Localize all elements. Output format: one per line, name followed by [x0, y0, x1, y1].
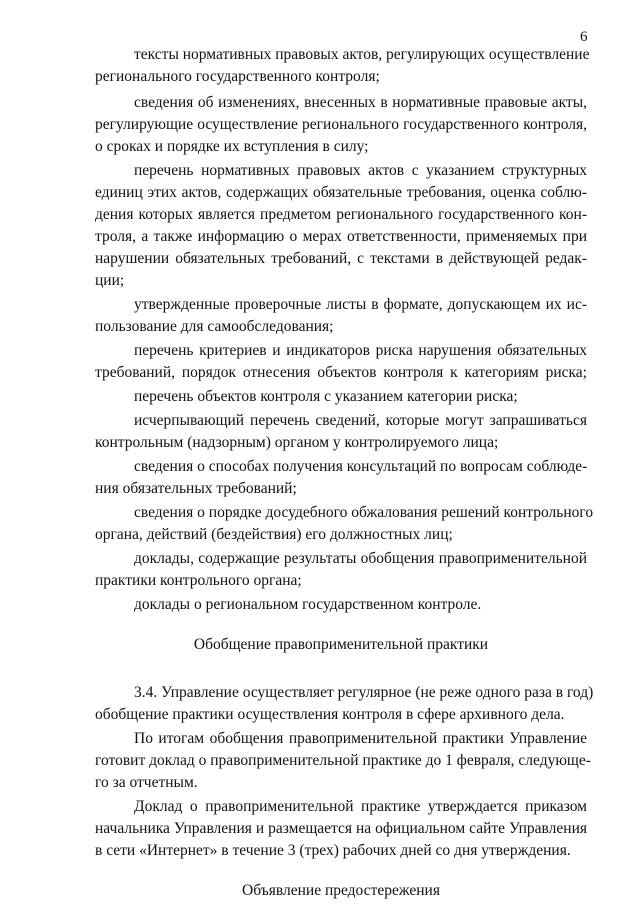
text-line: начальника Управления и размещается на официальном сайте Управления: [95, 820, 587, 837]
text-line: сведения о способах получения консультаций по вопросам соблюде-: [134, 458, 588, 475]
text-line: утвержденные проверочные листы в формате, допускающем их ис-: [134, 296, 587, 313]
text-line: По итогам обобщения правоприменительной практики Управление: [134, 730, 587, 747]
text-line: тексты нормативных правовых актов, регулирующих осуществление: [134, 46, 590, 63]
text-line: о сроках и порядке их вступления в силу;: [95, 138, 369, 155]
text-line: обобщение практики осуществления контроля в сфере архивного дела.: [95, 706, 565, 723]
text-line: доклады, содержащие результаты обобщения правоприменительной: [134, 550, 587, 567]
text-line: контрольным (надзорным) органом у контролируемого лица;: [95, 434, 499, 451]
text-line: перечень объектов контроля с указанием категории риска;: [134, 388, 518, 405]
page-number: 6: [580, 29, 588, 45]
text-line: сведения о порядке досудебного обжалования решений контрольного: [134, 504, 594, 521]
text-line: регулирующие осуществление регионального государственного контроля,: [95, 116, 587, 133]
text-line: органа, действий (бездействия) его должностных лиц;: [95, 526, 453, 543]
text-line: регионального государственного контроля;: [95, 68, 380, 85]
text-line: нарушении обязательных требований, с текстами в действующей редак-: [95, 250, 587, 267]
text-line: го за отчетным.: [95, 774, 198, 791]
text-line: доклады о региональном государственном контроле.: [134, 596, 482, 613]
text-line: единиц этих актов, содержащих обязательные требования, оценка соблю-: [95, 184, 587, 201]
text-line: ния обязательных требований;: [95, 480, 297, 497]
text-line: в сети «Интернет» в течение 3 (трех) рабочих дней со дня утверждения.: [95, 842, 571, 859]
text-line: требований, порядок отнесения объектов контроля к категориям риска;: [95, 364, 587, 381]
text-line: практики контрольного органа;: [95, 572, 302, 589]
text-line: пользование для самообследования;: [95, 318, 334, 335]
text-line: перечень критериев и индикаторов риска нарушения обязательных: [134, 342, 587, 359]
text-line: исчерпывающий перечень сведений, которые могут запрашиваться: [134, 412, 587, 429]
text-line: троля, а также информацию о мерах ответственности, применяемых при: [95, 228, 587, 245]
text-line: готовит доклад о правоприменительной практике до 1 февраля, следующе-: [95, 752, 591, 769]
section-heading: Обобщение правоприменительной практики: [193, 636, 489, 653]
text-line: сведения об изменениях, внесенных в нормативные правовые акты,: [134, 94, 587, 111]
section-heading: Объявление предостережения: [242, 882, 440, 899]
text-line: дения которых является предметом регионального государственного кон-: [95, 206, 587, 223]
text-line: 3.4. Управление осуществляет регулярное (не реже одного раза в год): [134, 684, 594, 701]
text-line: перечень нормативных правовых актов с указанием структурных: [134, 162, 587, 179]
text-line: ции;: [95, 272, 125, 289]
text-line: Доклад о правоприменительной практике утверждается приказом: [134, 798, 587, 815]
